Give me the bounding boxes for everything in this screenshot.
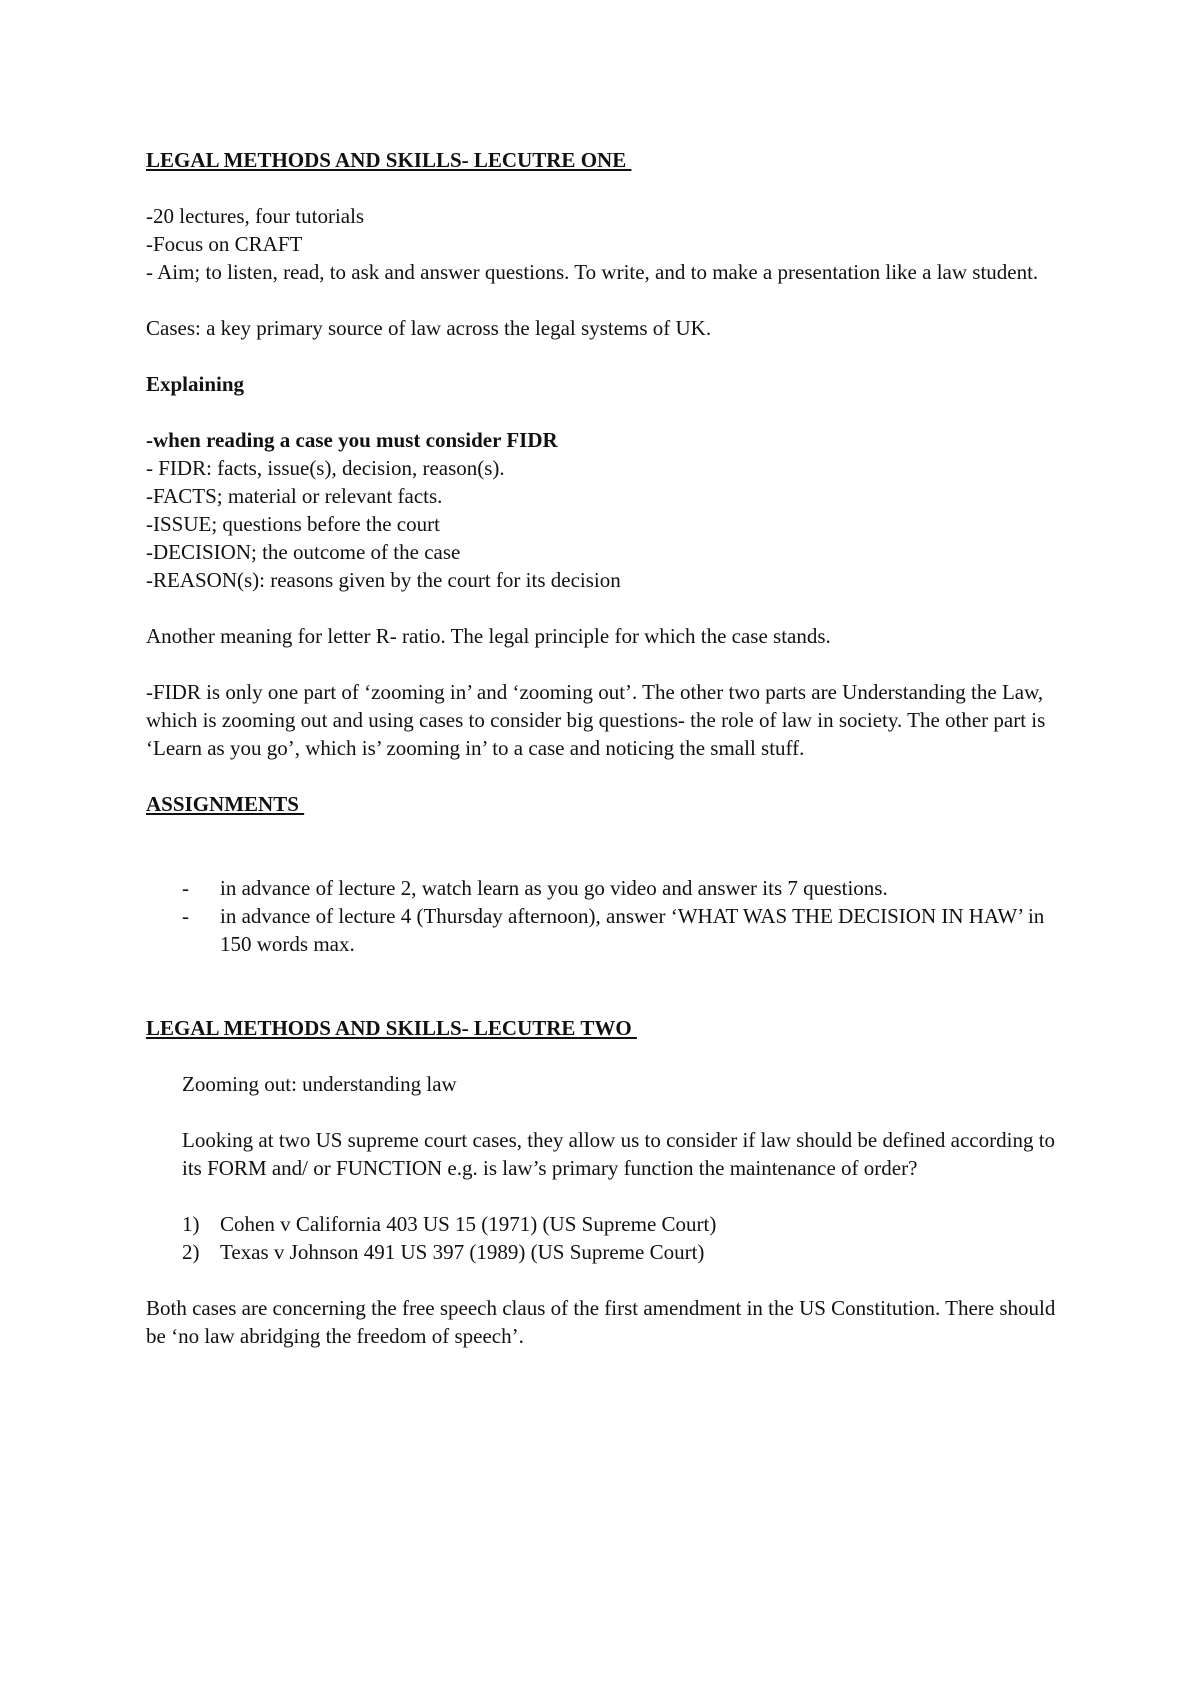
ratio-line: Another meaning for letter R- ratio. The legal principle for which the case stands. [146,624,831,648]
list-item [146,874,1076,902]
case-text: Texas v Johnson 491 US 397 (1989) (US Supreme Court) [220,1240,705,1264]
explaining-heading: Explaining [146,372,245,396]
closing-paragraph: Both cases are concerning the free speech claus of the first amendment in the US Constitution. There should be ‘no law abridging the freedom of speech’. [146,1296,1056,1348]
lecture-two-subheading: Zooming out: understanding law [182,1072,457,1096]
assignments-list [146,874,1076,958]
cases-line: Cases: a key primary source of law across the legal systems of UK. [146,316,712,340]
assignments-heading: ASSIGNMENTS [146,792,305,816]
fidr-line: -ISSUE; questions before the court [146,512,440,536]
list-item [146,902,1076,958]
list-item [146,1210,1076,1238]
lecture-two-heading: LEGAL METHODS AND SKILLS- LECUTRE TWO [146,1016,637,1040]
document-page [146,146,1076,1350]
fidr-line: -FACTS; material or relevant facts. [146,484,443,508]
intro-line: -20 lectures, four tutorials [146,204,365,228]
zoom-paragraph: -FIDR is only one part of ‘zooming in’ and ‘zooming out’. The other two parts are Understanding the Law, which is zooming out and using cases to consider big questions- the role of law in society. The other part is ‘Learn as you go’, which is’ zooming in’ to a case and noticing the small stuff. [146,680,1046,760]
list-marker: 2) [182,1240,200,1264]
list-item [146,1238,1076,1266]
list-marker: - [182,876,189,900]
fidr-line: -REASON(s): reasons given by the court for its decision [146,568,621,592]
intro-line: - Aim; to listen, read, to ask and answer questions. To write, and to make a presentation like a law student. [146,260,1039,284]
fidr-line: -DECISION; the outcome of the case [146,540,461,564]
list-marker: - [182,904,189,928]
case-text: Cohen v California 403 US 15 (1971) (US Supreme Court) [220,1212,717,1236]
lecture-two-intro: Looking at two US supreme court cases, they allow us to consider if law should be defined according to its FORM and/ or FUNCTION e.g. is law’s primary function the maintenance of order? [182,1128,1056,1180]
assignment-text: in advance of lecture 4 (Thursday afternoon), answer ‘WHAT WAS THE DECISION IN HAW’ in 150 words max. [220,904,1045,956]
cases-list [146,1210,1076,1266]
assignment-text: in advance of lecture 2, watch learn as you go video and answer its 7 questions. [220,876,888,900]
fidr-heading: -when reading a case you must consider FIDR [146,428,558,452]
lecture-one-heading: LEGAL METHODS AND SKILLS- LECUTRE ONE [146,148,632,172]
fidr-line: - FIDR: facts, issue(s), decision, reason(s). [146,456,505,480]
list-marker: 1) [182,1212,200,1236]
intro-line: -Focus on CRAFT [146,232,303,256]
